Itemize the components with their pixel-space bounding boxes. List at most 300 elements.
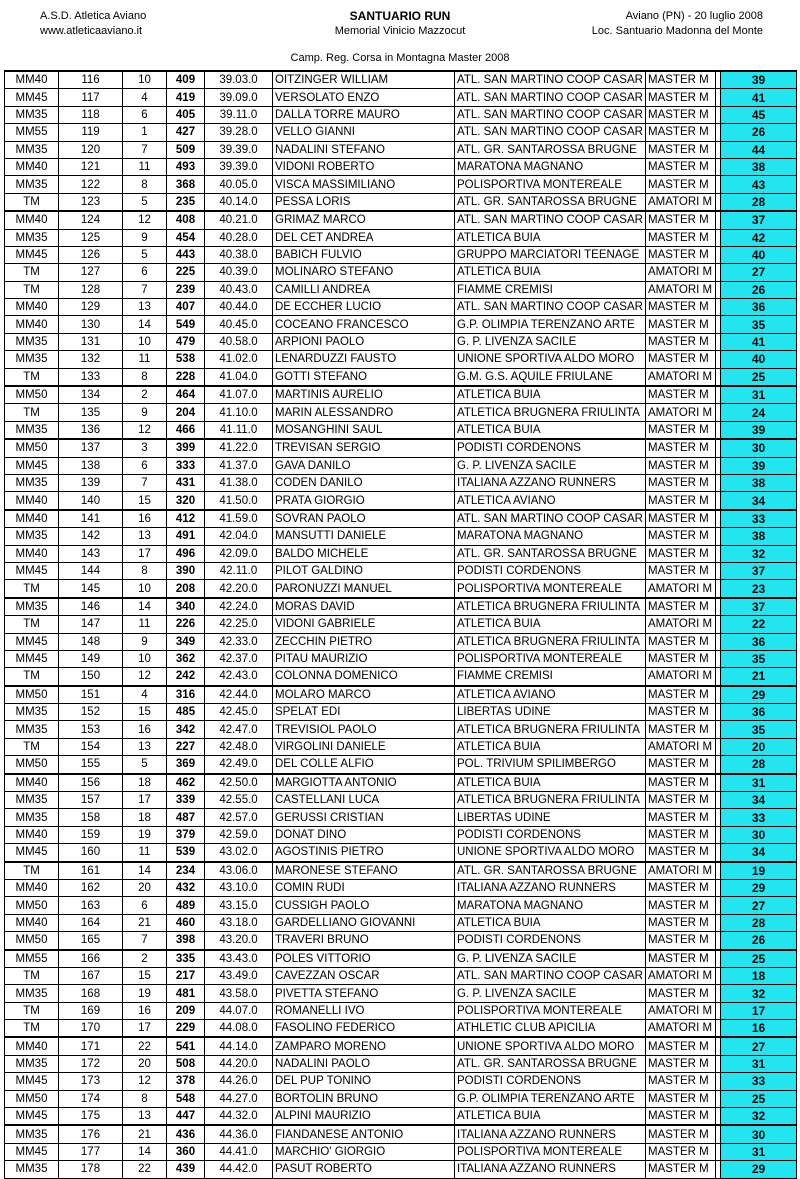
finish-time-cell: 40.39.0 [205, 264, 273, 281]
class-cell: MASTER M [646, 299, 716, 316]
overall-position-cell: 121 [59, 158, 123, 175]
bib-number-cell: 360 [167, 1143, 205, 1160]
category-position-cell: 1 [123, 124, 167, 141]
team-name-cell: POL. TRIVIUM SPILIMBERGO [455, 756, 646, 774]
bib-number-cell: 368 [167, 176, 205, 193]
points-cell: 32 [721, 1108, 797, 1126]
class-cell: MASTER M [646, 71, 716, 89]
category-cell: MM35 [5, 1055, 59, 1072]
class-cell: MASTER M [646, 333, 716, 350]
overall-position-cell: 145 [59, 580, 123, 598]
bib-number-cell: 443 [167, 246, 205, 263]
class-cell: MASTER M [646, 457, 716, 474]
overall-position-cell: 160 [59, 844, 123, 862]
overall-position-cell: 131 [59, 333, 123, 350]
table-row [5, 950, 797, 968]
athlete-name-cell: GOTTI STEFANO [273, 368, 455, 386]
points-cell: 29 [721, 879, 797, 896]
team-name-cell: ATLETICA BUIA [455, 386, 646, 404]
table-row [5, 598, 797, 616]
overall-position-cell: 133 [59, 368, 123, 386]
overall-position-cell: 158 [59, 809, 123, 826]
finish-time-cell: 44.26.0 [205, 1073, 273, 1090]
category-position-cell: 16 [123, 721, 167, 738]
team-name-cell: POLISPORTIVA MONTEREALE [455, 176, 646, 193]
finish-time-cell: 44.08.0 [205, 1020, 273, 1038]
points-cell: 25 [721, 950, 797, 968]
category-position-cell: 21 [123, 914, 167, 931]
finish-time-cell: 44.27.0 [205, 1090, 273, 1107]
class-cell: MASTER M [646, 386, 716, 404]
class-cell: MASTER M [646, 176, 716, 193]
table-row [5, 1108, 797, 1126]
points-cell: 40 [721, 351, 797, 368]
category-cell: MM40 [5, 914, 59, 931]
table-row [5, 562, 797, 579]
category-cell: MM40 [5, 71, 59, 89]
points-cell: 27 [721, 1037, 797, 1055]
class-cell: MASTER M [646, 158, 716, 175]
athlete-name-cell: CODEN DANILO [273, 474, 455, 491]
bib-number-cell: 227 [167, 738, 205, 755]
class-cell: AMATORI M [646, 404, 716, 421]
class-cell: MASTER M [646, 950, 716, 968]
athlete-name-cell: VIDONI ROBERTO [273, 158, 455, 175]
class-cell: MASTER M [646, 1108, 716, 1126]
bib-number-cell: 369 [167, 756, 205, 774]
finish-time-cell: 40.14.0 [205, 193, 273, 211]
bib-number-cell: 234 [167, 862, 205, 880]
table-row [5, 914, 797, 931]
points-cell: 33 [721, 1073, 797, 1090]
overall-position-cell: 173 [59, 1073, 123, 1090]
team-name-cell: ITALIANA AZZANO RUNNERS [455, 879, 646, 896]
bib-number-cell: 548 [167, 1090, 205, 1107]
points-cell: 35 [721, 316, 797, 333]
overall-position-cell: 148 [59, 633, 123, 650]
category-cell: MM45 [5, 562, 59, 579]
overall-position-cell: 144 [59, 562, 123, 579]
athlete-name-cell: PESSA LORIS [273, 193, 455, 211]
finish-time-cell: 44.20.0 [205, 1055, 273, 1072]
category-position-cell: 8 [123, 562, 167, 579]
team-name-cell: ATLETICA BRUGNERA FRIULINTA [455, 721, 646, 738]
team-name-cell: ATLETICA BUIA [455, 421, 646, 439]
table-row [5, 1090, 797, 1107]
points-cell: 24 [721, 404, 797, 421]
table-row [5, 71, 797, 89]
athlete-name-cell: FIANDANESE ANTONIO [273, 1125, 455, 1143]
overall-position-cell: 166 [59, 950, 123, 968]
overall-position-cell: 136 [59, 421, 123, 439]
finish-time-cell: 40.05.0 [205, 176, 273, 193]
team-name-cell: G. P. LIVENZA SACILE [455, 950, 646, 968]
category-position-cell: 17 [123, 545, 167, 562]
category-cell: TM [5, 1002, 59, 1019]
team-name-cell: ATLETICA BUIA [455, 774, 646, 792]
athlete-name-cell: VIDONI GABRIELE [273, 616, 455, 633]
overall-position-cell: 164 [59, 914, 123, 931]
points-cell: 25 [721, 1090, 797, 1107]
class-cell: MASTER M [646, 124, 716, 141]
finish-time-cell: 39.11.0 [205, 106, 273, 123]
category-cell: MM40 [5, 492, 59, 510]
category-cell: MM50 [5, 439, 59, 457]
points-cell: 42 [721, 229, 797, 246]
finish-time-cell: 40.28.0 [205, 229, 273, 246]
athlete-name-cell: PASUT ROBERTO [273, 1161, 455, 1178]
overall-position-cell: 163 [59, 897, 123, 914]
team-name-cell: ATL. GR. SANTAROSSA BRUGNE [455, 545, 646, 562]
team-name-cell: PODISTI CORDENONS [455, 1073, 646, 1090]
table-row [5, 686, 797, 704]
category-position-cell: 13 [123, 528, 167, 545]
bib-number-cell: 316 [167, 686, 205, 704]
class-cell: MASTER M [646, 528, 716, 545]
points-cell: 39 [721, 421, 797, 439]
finish-time-cell: 44.32.0 [205, 1108, 273, 1126]
bib-number-cell: 462 [167, 774, 205, 792]
finish-time-cell: 44.41.0 [205, 1143, 273, 1160]
overall-position-cell: 149 [59, 650, 123, 667]
category-position-cell: 13 [123, 738, 167, 755]
table-row [5, 368, 797, 386]
category-cell: MM35 [5, 809, 59, 826]
team-name-cell: ATLETICA BRUGNERA FRIULINTA [455, 598, 646, 616]
table-row [5, 528, 797, 545]
points-cell: 35 [721, 650, 797, 667]
table-row [5, 738, 797, 755]
athlete-name-cell: PITAU MAURIZIO [273, 650, 455, 667]
table-row [5, 792, 797, 809]
category-position-cell: 14 [123, 862, 167, 880]
place-date: Aviano (PN) - 20 luglio 2008 [625, 10, 763, 22]
athlete-name-cell: SOVRAN PAOLO [273, 510, 455, 528]
overall-position-cell: 143 [59, 545, 123, 562]
class-cell: MASTER M [646, 792, 716, 809]
race-title: SANTUARIO RUN [349, 9, 451, 23]
class-cell: MASTER M [646, 562, 716, 579]
finish-time-cell: 44.42.0 [205, 1161, 273, 1178]
class-cell: MASTER M [646, 844, 716, 862]
overall-position-cell: 116 [59, 71, 123, 89]
points-cell: 34 [721, 492, 797, 510]
team-name-cell: POLISPORTIVA MONTEREALE [455, 1143, 646, 1160]
finish-time-cell: 43.15.0 [205, 897, 273, 914]
overall-position-cell: 138 [59, 457, 123, 474]
points-cell: 28 [721, 914, 797, 931]
category-cell: MM35 [5, 421, 59, 439]
bib-number-cell: 509 [167, 141, 205, 158]
bib-number-cell: 209 [167, 1002, 205, 1019]
category-position-cell: 13 [123, 1108, 167, 1126]
athlete-name-cell: AGOSTINIS PIETRO [273, 844, 455, 862]
table-row [5, 264, 797, 281]
table-row [5, 756, 797, 774]
category-cell: MM50 [5, 1090, 59, 1107]
class-cell: MASTER M [646, 474, 716, 491]
athlete-name-cell: PILOT GALDINO [273, 562, 455, 579]
overall-position-cell: 147 [59, 616, 123, 633]
category-position-cell: 6 [123, 106, 167, 123]
table-row [5, 457, 797, 474]
finish-time-cell: 43.18.0 [205, 914, 273, 931]
bib-number-cell: 539 [167, 844, 205, 862]
category-position-cell: 12 [123, 211, 167, 229]
table-row [5, 158, 797, 175]
points-cell: 37 [721, 598, 797, 616]
class-cell: MASTER M [646, 598, 716, 616]
table-row [5, 124, 797, 141]
team-name-cell: ATLETICA BRUGNERA FRIULINTA [455, 633, 646, 650]
table-row [5, 668, 797, 686]
category-cell: MM45 [5, 89, 59, 106]
athlete-name-cell: ROMANELLI IVO [273, 1002, 455, 1019]
points-cell: 26 [721, 281, 797, 298]
class-cell: MASTER M [646, 1090, 716, 1107]
athlete-name-cell: PIVETTA STEFANO [273, 985, 455, 1002]
athlete-name-cell: ARPIONI PAOLO [273, 333, 455, 350]
category-position-cell: 12 [123, 1073, 167, 1090]
athlete-name-cell: GERUSSI CRISTIAN [273, 809, 455, 826]
category-position-cell: 6 [123, 264, 167, 281]
bib-number-cell: 235 [167, 193, 205, 211]
category-position-cell: 4 [123, 89, 167, 106]
athlete-name-cell: PRATA GIORGIO [273, 492, 455, 510]
team-name-cell: ATL. SAN MARTINO COOP CASAR [455, 967, 646, 984]
category-cell: MM45 [5, 1143, 59, 1160]
bib-number-cell: 491 [167, 528, 205, 545]
category-cell: MM45 [5, 457, 59, 474]
overall-position-cell: 128 [59, 281, 123, 298]
category-cell: MM35 [5, 985, 59, 1002]
finish-time-cell: 43.58.0 [205, 985, 273, 1002]
finish-time-cell: 42.50.0 [205, 774, 273, 792]
points-cell: 18 [721, 967, 797, 984]
bib-number-cell: 439 [167, 1161, 205, 1178]
bib-number-cell: 460 [167, 914, 205, 931]
category-cell: MM40 [5, 879, 59, 896]
team-name-cell: ATL. GR. SANTAROSSA BRUGNE [455, 1055, 646, 1072]
team-name-cell: ATL. GR. SANTAROSSA BRUGNE [455, 141, 646, 158]
category-position-cell: 10 [123, 71, 167, 89]
points-cell: 29 [721, 686, 797, 704]
overall-position-cell: 134 [59, 386, 123, 404]
overall-position-cell: 137 [59, 439, 123, 457]
table-row [5, 1002, 797, 1019]
table-row [5, 106, 797, 123]
table-row [5, 193, 797, 211]
table-row [5, 826, 797, 843]
header-right [592, 9, 763, 39]
table-row [5, 1020, 797, 1038]
finish-time-cell: 43.06.0 [205, 862, 273, 880]
points-cell: 33 [721, 510, 797, 528]
points-cell: 36 [721, 704, 797, 721]
category-cell: MM40 [5, 774, 59, 792]
overall-position-cell: 125 [59, 229, 123, 246]
team-name-cell: ATL. SAN MARTINO COOP CASAR [455, 299, 646, 316]
points-cell: 31 [721, 1143, 797, 1160]
points-cell: 27 [721, 897, 797, 914]
athlete-name-cell: MORAS DAVID [273, 598, 455, 616]
team-name-cell: G. P. LIVENZA SACILE [455, 333, 646, 350]
athlete-name-cell: GAVA DANILO [273, 457, 455, 474]
overall-position-cell: 172 [59, 1055, 123, 1072]
class-cell: MASTER M [646, 492, 716, 510]
category-cell: TM [5, 738, 59, 755]
category-cell: MM35 [5, 229, 59, 246]
team-name-cell: MARATONA MAGNANO [455, 897, 646, 914]
category-cell: MM50 [5, 686, 59, 704]
points-cell: 26 [721, 124, 797, 141]
table-row [5, 299, 797, 316]
memorial-subtitle: Memorial Vinicio Mazzocut [334, 25, 466, 37]
category-cell: TM [5, 368, 59, 386]
category-position-cell: 20 [123, 879, 167, 896]
team-name-cell: MARATONA MAGNANO [455, 158, 646, 175]
table-row [5, 1073, 797, 1090]
class-cell: MASTER M [646, 545, 716, 562]
team-name-cell: ATLETICA BRUGNERA FRIULINTA [455, 404, 646, 421]
table-row [5, 1125, 797, 1143]
athlete-name-cell: VERSOLATO ENZO [273, 89, 455, 106]
class-cell: MASTER M [646, 932, 716, 950]
category-cell: MM35 [5, 176, 59, 193]
bib-number-cell: 228 [167, 368, 205, 386]
overall-position-cell: 141 [59, 510, 123, 528]
class-cell: MASTER M [646, 1161, 716, 1178]
finish-time-cell: 41.37.0 [205, 457, 273, 474]
athlete-name-cell: ZAMPARO MORENO [273, 1037, 455, 1055]
team-name-cell: GRUPPO MARCIATORI TEENAGE [455, 246, 646, 263]
finish-time-cell: 42.24.0 [205, 598, 273, 616]
category-cell: MM35 [5, 598, 59, 616]
athlete-name-cell: GRIMAZ MARCO [273, 211, 455, 229]
table-row [5, 633, 797, 650]
overall-position-cell: 156 [59, 774, 123, 792]
team-name-cell: ATL. SAN MARTINO COOP CASAR [455, 211, 646, 229]
athlete-name-cell: TREVISAN SERGIO [273, 439, 455, 457]
athlete-name-cell: CAMILLI ANDREA [273, 281, 455, 298]
overall-position-cell: 157 [59, 792, 123, 809]
category-cell: MM45 [5, 1073, 59, 1090]
athlete-name-cell: MOSANGHINI SAUL [273, 421, 455, 439]
finish-time-cell: 39.28.0 [205, 124, 273, 141]
class-cell: MASTER M [646, 774, 716, 792]
athlete-name-cell: ALPINI MAURIZIO [273, 1108, 455, 1126]
category-cell: MM40 [5, 299, 59, 316]
category-cell: MM40 [5, 316, 59, 333]
category-cell: MM40 [5, 211, 59, 229]
athlete-name-cell: VIRGOLINI DANIELE [273, 738, 455, 755]
points-cell: 43 [721, 176, 797, 193]
athlete-name-cell: COCEANO FRANCESCO [273, 316, 455, 333]
class-cell: MASTER M [646, 246, 716, 263]
finish-time-cell: 41.10.0 [205, 404, 273, 421]
points-cell: 36 [721, 299, 797, 316]
points-cell: 37 [721, 211, 797, 229]
category-cell: MM50 [5, 386, 59, 404]
points-cell: 29 [721, 1161, 797, 1178]
athlete-name-cell: COLONNA DOMENICO [273, 668, 455, 686]
athlete-name-cell: VELLO GIANNI [273, 124, 455, 141]
finish-time-cell: 39.39.0 [205, 141, 273, 158]
finish-time-cell: 42.44.0 [205, 686, 273, 704]
finish-time-cell: 43.20.0 [205, 932, 273, 950]
team-name-cell: ATHLETIC CLUB APICILIA [455, 1020, 646, 1038]
category-cell: TM [5, 264, 59, 281]
category-position-cell: 9 [123, 633, 167, 650]
table-row [5, 492, 797, 510]
points-cell: 39 [721, 71, 797, 89]
finish-time-cell: 42.59.0 [205, 826, 273, 843]
class-cell: AMATORI M [646, 1020, 716, 1038]
class-cell: MASTER M [646, 89, 716, 106]
points-cell: 34 [721, 792, 797, 809]
bib-number-cell: 481 [167, 985, 205, 1002]
category-cell: MM45 [5, 246, 59, 263]
team-name-cell: G.P. OLIMPIA TERENZANO ARTE [455, 1090, 646, 1107]
category-cell: TM [5, 193, 59, 211]
category-cell: MM35 [5, 528, 59, 545]
finish-time-cell: 44.07.0 [205, 1002, 273, 1019]
bib-number-cell: 419 [167, 89, 205, 106]
bib-number-cell: 362 [167, 650, 205, 667]
team-name-cell: ATL. GR. SANTAROSSA BRUGNE [455, 862, 646, 880]
points-cell: 20 [721, 738, 797, 755]
table-row [5, 333, 797, 350]
category-position-cell: 19 [123, 985, 167, 1002]
team-name-cell: G.M. G.S. AQUILE FRIULANE [455, 368, 646, 386]
table-row [5, 510, 797, 528]
category-cell: MM35 [5, 1125, 59, 1143]
bib-number-cell: 208 [167, 580, 205, 598]
overall-position-cell: 151 [59, 686, 123, 704]
finish-time-cell: 44.14.0 [205, 1037, 273, 1055]
athlete-name-cell: NADALINI PAOLO [273, 1055, 455, 1072]
overall-position-cell: 135 [59, 404, 123, 421]
category-cell: MM55 [5, 124, 59, 141]
category-position-cell: 15 [123, 492, 167, 510]
overall-position-cell: 178 [59, 1161, 123, 1178]
table-row [5, 580, 797, 598]
category-position-cell: 7 [123, 281, 167, 298]
overall-position-cell: 152 [59, 704, 123, 721]
bib-number-cell: 339 [167, 792, 205, 809]
overall-position-cell: 174 [59, 1090, 123, 1107]
class-cell: MASTER M [646, 721, 716, 738]
overall-position-cell: 120 [59, 141, 123, 158]
finish-time-cell: 42.11.0 [205, 562, 273, 579]
bib-number-cell: 436 [167, 1125, 205, 1143]
table-row [5, 1055, 797, 1072]
category-position-cell: 2 [123, 950, 167, 968]
overall-position-cell: 153 [59, 721, 123, 738]
category-position-cell: 6 [123, 897, 167, 914]
category-cell: MM40 [5, 1037, 59, 1055]
team-name-cell: UNIONE SPORTIVA ALDO MORO [455, 351, 646, 368]
category-cell: MM45 [5, 1108, 59, 1126]
category-cell: TM [5, 1020, 59, 1038]
team-name-cell: ATL. SAN MARTINO COOP CASAR [455, 106, 646, 123]
category-position-cell: 5 [123, 246, 167, 263]
points-cell: 22 [721, 616, 797, 633]
class-cell: AMATORI M [646, 668, 716, 686]
table-row [5, 141, 797, 158]
finish-time-cell: 41.11.0 [205, 421, 273, 439]
category-position-cell: 5 [123, 756, 167, 774]
